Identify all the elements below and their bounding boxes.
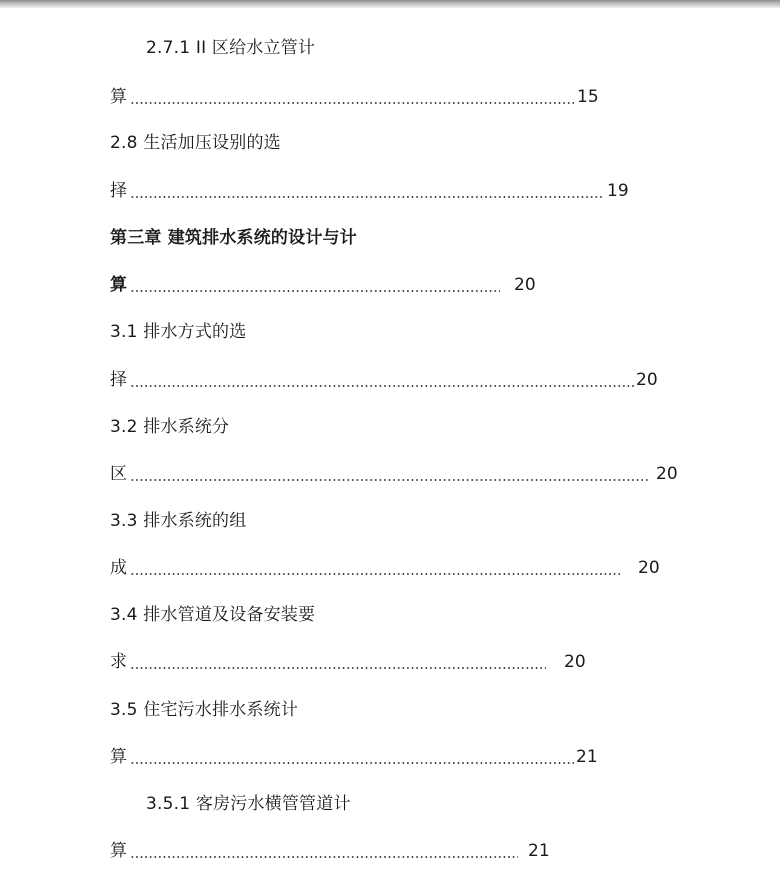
toc-page-number: 20	[656, 464, 678, 484]
toc-leader-head: 择	[110, 370, 127, 390]
toc-leader-head: 算	[110, 275, 127, 295]
dot-leader	[130, 463, 648, 485]
dot-leader	[130, 746, 574, 768]
toc-leader-head: 区	[110, 464, 127, 484]
toc-leader-line	[110, 274, 538, 296]
toc-title-3-1: 3.1 排水方式的选	[110, 322, 247, 342]
dot-leader	[130, 651, 546, 673]
toc-leader-head: 算	[110, 747, 127, 767]
toc-leader-line	[110, 746, 600, 768]
toc-page-number: 20	[636, 370, 658, 390]
toc-leader-head: 算	[110, 841, 127, 861]
toc-title-2-8: 2.8 生活加压设别的选	[110, 133, 281, 153]
toc-leader-line	[110, 557, 662, 579]
dot-leader	[130, 86, 574, 108]
toc-leader-head: 求	[110, 652, 127, 672]
dot-leader	[130, 557, 620, 579]
toc-leader-line	[110, 86, 600, 108]
toc-chapter-3-title: 第三章 建筑排水系统的设计与计	[110, 228, 357, 248]
toc-leader-head: 算	[110, 87, 127, 107]
toc-leader-line	[110, 369, 660, 391]
toc-page-number: 19	[607, 181, 629, 201]
toc-title-3-2: 3.2 排水系统分	[110, 417, 230, 437]
toc-title-3-4: 3.4 排水管道及设备安装要	[110, 605, 316, 625]
dot-leader	[130, 369, 634, 391]
toc-title-3-5-1: 3.5.1 客房污水横管管道计	[146, 794, 351, 814]
dot-leader	[130, 180, 604, 202]
dot-leader	[130, 274, 500, 296]
toc-leader-line	[110, 840, 556, 862]
toc-title-3-5: 3.5 住宅污水排水系统计	[110, 700, 299, 720]
toc-leader-head: 择	[110, 181, 127, 201]
toc-leader-line	[110, 651, 588, 673]
toc-leader-line	[110, 463, 680, 485]
toc-page-number: 15	[577, 87, 599, 107]
toc-page-number: 21	[528, 841, 550, 861]
toc-title-3-3: 3.3 排水系统的组	[110, 511, 247, 531]
dot-leader	[130, 840, 518, 862]
toc-page-number: 20	[564, 652, 586, 672]
toc-page-number: 21	[576, 747, 598, 767]
toc-page-number: 20	[514, 275, 536, 295]
toc-title-2-7-1: 2.7.1 II 区给水立管计	[146, 38, 316, 58]
toc-leader-head: 成	[110, 558, 127, 578]
toc-leader-line	[110, 180, 630, 202]
toc-page-number: 20	[638, 558, 660, 578]
